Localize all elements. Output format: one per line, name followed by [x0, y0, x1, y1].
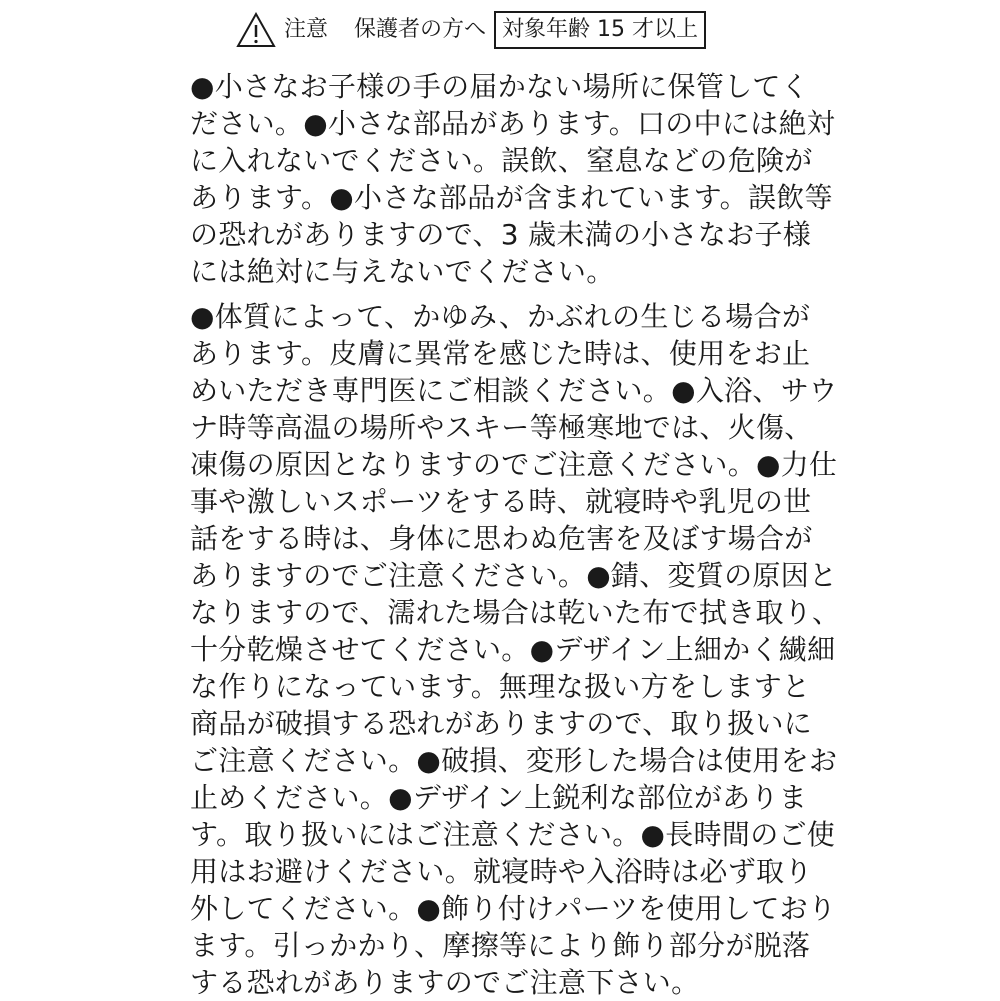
- text-line: ださい。●小さな部品があります。口の中には絶対: [190, 107, 836, 140]
- text-line: ご注意ください。●破損、変形した場合は使用をお: [190, 744, 838, 777]
- warning-triangle-icon: [236, 12, 276, 48]
- text-line: 商品が破損する恐れがありますので、取り扱いに: [190, 707, 813, 740]
- text-line: ありますのでご注意ください。●錆、変質の原因と: [190, 559, 838, 592]
- guardian-notice-label: 保護者の方へ: [354, 17, 487, 42]
- paragraph-usage-precautions: [190, 298, 850, 1001]
- text-line: す。取り扱いにはご注意ください。●長時間のご使: [190, 818, 836, 851]
- text-line: なりますので、濡れた場合は乾いた布で拭き取り、: [190, 596, 841, 629]
- text-line: ●体質によって、かゆみ、かぶれの生じる場合が: [190, 300, 811, 333]
- text-line: ●小さなお子様の手の届かない場所に保管してく: [190, 70, 810, 103]
- text-line: 凍傷の原因となりますのでご注意ください。●力仕: [190, 448, 838, 481]
- text-line: ナ時等高温の場所やスキー等極寒地では、火傷、: [190, 411, 813, 444]
- text-line: 外してください。●飾り付けパーツを使用しており: [190, 892, 837, 925]
- text-line: に入れないでください。誤飲、窒息などの危険が: [190, 144, 813, 177]
- caution-header: [236, 10, 706, 50]
- text-line: 用はお避けください。就寝時や入浴時は必ず取り: [190, 855, 813, 888]
- text-line: する恐れがありますのでご注意下さい。: [190, 966, 700, 999]
- text-line: には絶対に与えないでください。: [190, 255, 615, 288]
- text-line: めいただき専門医にご相談ください。●入浴、サウ: [190, 374, 838, 407]
- text-line: の恐れがありますので、3 歳未満の小さなお子様: [190, 218, 812, 251]
- text-line: 十分乾燥させてください。●デザイン上細かく繊細: [190, 633, 836, 666]
- text-line: 話をする時は、身体に思わぬ危害を及ぼす場合が: [190, 522, 813, 555]
- text-line: 止めください。●デザイン上鋭利な部位がありま: [190, 781, 808, 814]
- text-line: ます。引っかかり、摩擦等により飾り部分が脱落: [190, 929, 811, 962]
- text-line: あります。皮膚に異常を感じた時は、使用をお止: [190, 337, 811, 370]
- text-line: 事や激しいスポーツをする時、就寝時や乳児の世: [190, 485, 812, 518]
- text-line: な作りになっています。無理な扱い方をしますと: [190, 670, 811, 703]
- paragraph-child-safety: [190, 68, 850, 290]
- text-line: あります。●小さな部品が含まれています。誤飲等: [190, 181, 833, 214]
- target-age-badge: 対象年齢 15 才以上: [494, 11, 706, 49]
- caution-body: [190, 68, 850, 1001]
- caution-label: 注意: [284, 17, 329, 42]
